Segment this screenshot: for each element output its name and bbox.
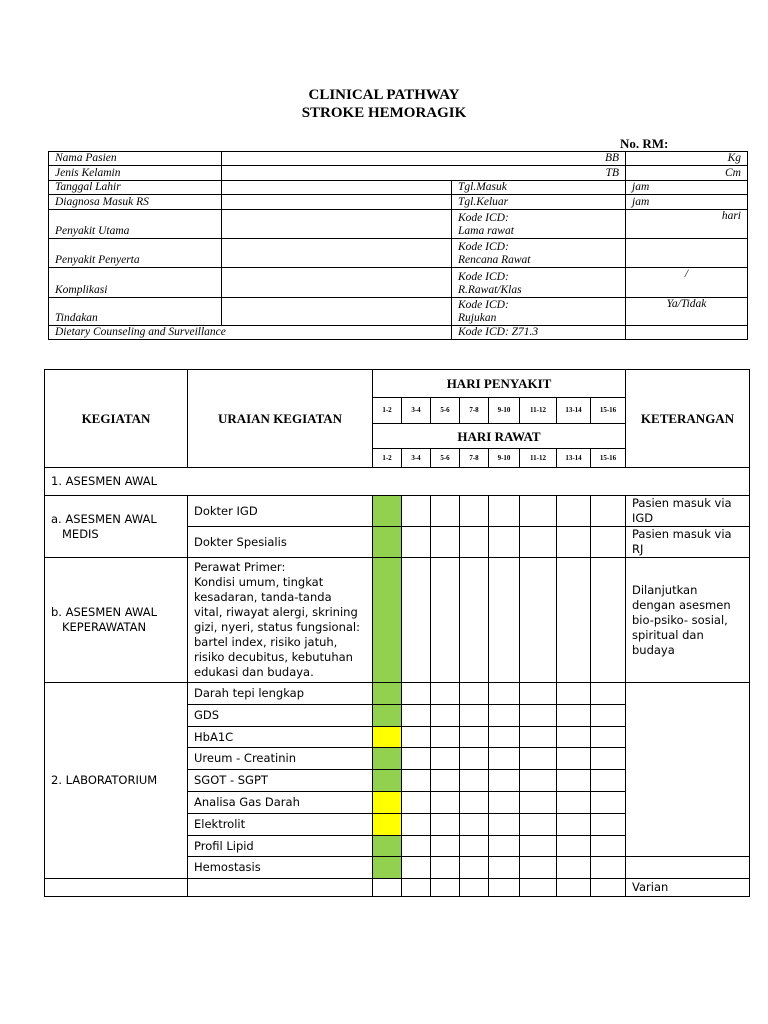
dietary-value	[626, 326, 748, 340]
day-range-7: 13-14	[557, 398, 591, 424]
lab-item-label: SGOT - SGPT	[188, 770, 373, 792]
kg-label: Kg	[626, 152, 748, 166]
day-range-5: 9-10	[489, 398, 520, 424]
nama-pasien-label: Nama Pasien	[49, 152, 222, 166]
keterangan-igd-line2: IGD	[632, 511, 654, 525]
komplikasi-label: Komplikasi	[49, 268, 222, 298]
day-range-3: 5-6	[431, 398, 460, 424]
day-range-6: 11-12	[520, 449, 557, 468]
day-range-8: 15-16	[591, 398, 626, 424]
perawat-line-5: gizi, nyeri, status fungsional:	[194, 620, 360, 634]
perawat-line-3: kesadaran, tanda-tanda	[194, 590, 332, 604]
asesmen-keperawatan-line2: KEPERAWATAN	[62, 620, 147, 634]
rencana-rawat-value	[626, 239, 748, 268]
lama-rawat-label: Lama rawat	[458, 225, 514, 237]
lab-keterangan	[626, 683, 750, 857]
day-range-1: 1-2	[373, 398, 402, 424]
hari-penyakit-header: HARI PENYAKIT	[373, 370, 626, 398]
document-title-line2: STROKE HEMORAGIK	[301, 105, 467, 121]
diagnosa-value	[222, 195, 452, 210]
keterangan-igd	[626, 496, 750, 527]
lab-day-marker	[373, 814, 402, 836]
perawat-line-8: edukasi dan budaya.	[194, 665, 314, 679]
komplikasi-value	[222, 268, 452, 298]
perawat-line-7: risiko decubitus, kebutuhan	[194, 650, 353, 664]
day-range-6: 11-12	[520, 398, 557, 424]
kode-icd-label: Kode ICD:	[458, 271, 509, 283]
hari-label: hari	[626, 210, 748, 239]
lab-item-label: HbA1C	[188, 727, 373, 748]
keterangan-rj-line2: RJ	[632, 542, 644, 556]
lab-item-label: Elektrolit	[188, 814, 373, 836]
perawat-line-6: bartel index, risiko jatuh,	[194, 635, 338, 649]
day-range-2: 3-4	[402, 449, 431, 468]
lab-item-label: Hemostasis	[188, 857, 373, 879]
diagnosa-label: Diagnosa Masuk RS	[49, 195, 222, 210]
dokter-spesialis-label: Dokter Spesialis	[188, 527, 373, 558]
asesmen-medis-label	[45, 496, 188, 558]
keterangan-kep-line-2: dengan asesmen	[632, 597, 731, 612]
kode-icd-label: Kode ICD:	[458, 299, 509, 311]
kode-icd-z-label: Kode ICD: Z71.3	[452, 326, 626, 340]
lab-item-label: Profil Lipid	[188, 836, 373, 857]
day-range-7: 13-14	[557, 449, 591, 468]
keterangan-kep-line-4: spiritual dan	[632, 627, 704, 642]
varian-label: Varian	[626, 879, 750, 897]
lab-day-marker	[373, 683, 402, 705]
keterangan-rj	[626, 527, 750, 558]
perawat-line-4: vital, riwayat alergi, skrining	[194, 605, 358, 619]
keterangan-kep-line-3: bio-psiko- sosial,	[632, 612, 728, 627]
keterangan-header: KETERANGAN	[626, 370, 750, 468]
penyakit-penyerta-value	[222, 239, 452, 268]
day-range-5: 9-10	[489, 449, 520, 468]
day-range-3: 5-6	[431, 449, 460, 468]
day-range-2: 3-4	[402, 398, 431, 424]
keterangan-kep-line-1: Dilanjutkan	[632, 582, 698, 597]
jam-masuk-label: jam	[626, 181, 748, 195]
tanggal-lahir-label: Tanggal Lahir	[49, 181, 222, 195]
dokter-igd-label: Dokter IGD	[188, 496, 373, 527]
asesmen-medis-line1: a. ASESMEN AWAL	[51, 511, 157, 526]
patient-info-table	[48, 151, 748, 340]
bb-label: BB	[222, 152, 626, 166]
asesmen-keperawatan-label	[45, 558, 188, 683]
lab-day-marker	[373, 770, 402, 792]
lab-day-marker	[373, 705, 402, 727]
rujukan-label: Rujukan	[458, 312, 497, 324]
asesmen-medis-line2: MEDIS	[62, 526, 99, 541]
keterangan-keperawatan	[626, 558, 750, 683]
lab-row	[45, 683, 750, 705]
perawat-primer-text	[188, 558, 373, 683]
lab-keterangan	[626, 857, 750, 879]
cm-label: Cm	[626, 166, 748, 181]
asesmen-keperawatan-line1: b. ASESMEN AWAL	[51, 605, 158, 619]
lab-item-label: Analisa Gas Darah	[188, 792, 373, 814]
day-range-4: 7-8	[460, 398, 489, 424]
keterangan-kep-line-5: budaya	[632, 642, 675, 657]
uraian-header: URAIAN KEGIATAN	[188, 370, 373, 468]
rencana-rawat-label: Rencana Rawat	[458, 254, 531, 266]
lab-day-marker	[373, 836, 402, 857]
ya-tidak-option: Ya/Tidak	[626, 298, 748, 326]
kode-icd-label: Kode ICD:	[458, 212, 509, 224]
lab-day-marker	[373, 748, 402, 770]
penyakit-utama-value	[222, 210, 452, 239]
jam-keluar-label: jam	[626, 195, 748, 210]
tgl-keluar-label: Tgl.Keluar	[452, 195, 626, 210]
keterangan-rj-line1: Pasien masuk via	[632, 527, 732, 541]
clinical-pathway-table	[44, 369, 750, 897]
lab-item-label: Darah tepi lengkap	[188, 683, 373, 705]
perawat-line-2: Kondisi umum, tingkat	[194, 575, 324, 589]
lab-day-marker	[373, 857, 402, 879]
tgl-masuk-label: Tgl.Masuk	[452, 181, 626, 195]
kegiatan-header: KEGIATAN	[45, 370, 188, 468]
lab-day-marker	[373, 792, 402, 814]
day-range-8: 15-16	[591, 449, 626, 468]
hari-rawat-header: HARI RAWAT	[373, 424, 626, 449]
keterangan-igd-line1: Pasien masuk via	[632, 496, 732, 510]
penyakit-utama-label: Penyakit Utama	[49, 210, 222, 239]
kode-icd-label: Kode ICD:	[458, 241, 509, 253]
r-rawat-klas-label: R.Rawat/Klas	[458, 284, 522, 296]
tindakan-value	[222, 298, 452, 326]
lab-item-label: Ureum - Creatinin	[188, 748, 373, 770]
day-range-1: 1-2	[373, 449, 402, 468]
slash-separator: /	[626, 268, 748, 298]
lab-day-marker	[373, 727, 402, 748]
document-title-line1: CLINICAL PATHWAY	[308, 87, 460, 103]
section-asesmen-awal: 1. ASESMEN AWAL	[45, 468, 750, 496]
tb-label: TB	[222, 166, 626, 181]
lab-item-label: GDS	[188, 705, 373, 727]
day-range-4: 7-8	[460, 449, 489, 468]
section-laboratorium: 2. LABORATORIUM	[45, 683, 188, 879]
no-rm-label: No. RM:	[620, 136, 669, 151]
tanggal-lahir-value	[222, 181, 452, 195]
tindakan-label: Tindakan	[49, 298, 222, 326]
penyakit-penyerta-label: Penyakit Penyerta	[49, 239, 222, 268]
dietary-label: Dietary Counseling and Surveillance	[49, 326, 452, 340]
jenis-kelamin-label: Jenis Kelamin	[49, 166, 222, 181]
perawat-line-1: Perawat Primer:	[194, 560, 286, 574]
